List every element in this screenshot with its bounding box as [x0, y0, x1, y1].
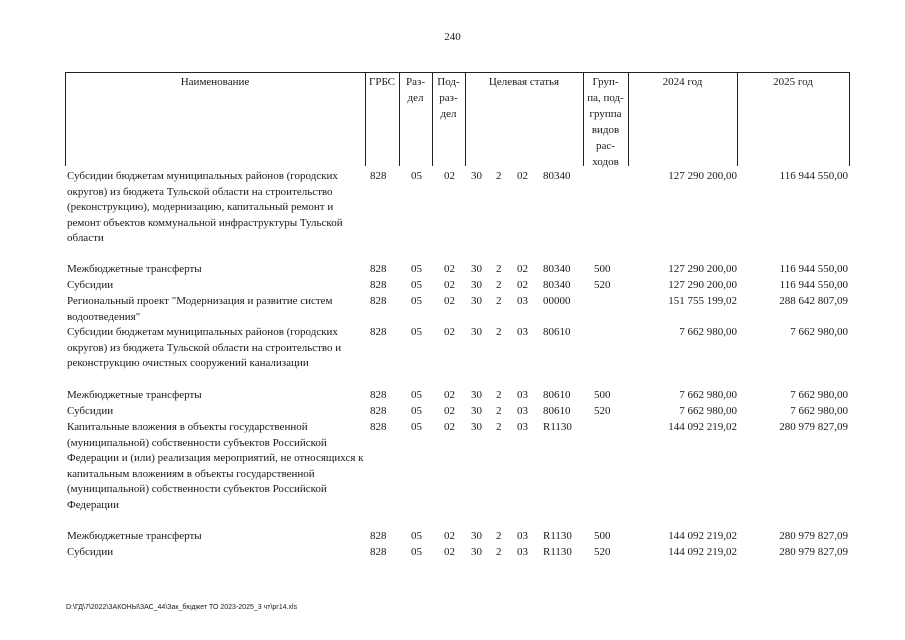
- cell-pr: 02: [444, 170, 455, 182]
- cell-y2024: 151 755 199,02: [668, 295, 737, 307]
- cell-vr: 500: [594, 263, 611, 275]
- row-name: Межбюджетные трансферты: [67, 389, 202, 401]
- cell-vr: 500: [594, 530, 611, 542]
- cell-pr: 02: [444, 389, 455, 401]
- cell-t2: 2: [496, 279, 502, 291]
- cell-vr: 520: [594, 546, 611, 558]
- cell-grbs: 828: [370, 279, 387, 291]
- cell-t4: 80610: [543, 389, 571, 401]
- cell-grbs: 828: [370, 421, 387, 433]
- cell-rz: 05: [411, 421, 422, 433]
- row-name: Субсидии: [67, 546, 114, 558]
- cell-t2: 2: [496, 389, 502, 401]
- cell-rz: 05: [411, 405, 422, 417]
- cell-pr: 02: [444, 326, 455, 338]
- cell-t2: 2: [496, 546, 502, 558]
- cell-y2025: 280 979 827,09: [779, 546, 848, 558]
- cell-t4: R1130: [543, 546, 572, 558]
- cell-t4: 80340: [543, 279, 571, 291]
- cell-t3: 03: [517, 326, 528, 338]
- cell-t2: 2: [496, 530, 502, 542]
- header-2025: 2025 год: [773, 76, 813, 88]
- cell-t2: 2: [496, 295, 502, 307]
- cell-t4: 80340: [543, 263, 571, 275]
- cell-t1: 30: [471, 279, 482, 291]
- cell-vr: 520: [594, 279, 611, 291]
- cell-y2024: 127 290 200,00: [668, 279, 737, 291]
- cell-t4: 80610: [543, 326, 571, 338]
- cell-t3: 03: [517, 530, 528, 542]
- header-grbs: ГРБС: [368, 76, 396, 88]
- header-top-border: [65, 72, 850, 73]
- cell-t2: 2: [496, 326, 502, 338]
- row-name: Субсидии бюджетам муниципальных районов (городских округов) из бюджета Тульской области на строительство (реконструкцию), модернизацию, капитальный ремонт и ремонт объектов коммунальной инфраструктуры Тульской области: [67, 170, 343, 244]
- cell-t1: 30: [471, 263, 482, 275]
- cell-rz: 05: [411, 546, 422, 558]
- cell-y2025: 116 944 550,00: [779, 279, 848, 291]
- cell-t3: 03: [517, 405, 528, 417]
- cell-y2025: 116 944 550,00: [779, 170, 848, 182]
- cell-t3: 02: [517, 279, 528, 291]
- cell-y2025: 7 662 980,00: [790, 405, 848, 417]
- cell-grbs: 828: [370, 405, 387, 417]
- cell-t2: 2: [496, 405, 502, 417]
- cell-t2: 2: [496, 263, 502, 275]
- cell-y2025: 280 979 827,09: [779, 530, 848, 542]
- cell-t1: 30: [471, 326, 482, 338]
- cell-y2024: 7 662 980,00: [679, 326, 737, 338]
- cell-rz: 05: [411, 389, 422, 401]
- cell-grbs: 828: [370, 263, 387, 275]
- cell-rz: 05: [411, 295, 422, 307]
- cell-y2024: 127 290 200,00: [668, 263, 737, 275]
- cell-pr: 02: [444, 279, 455, 291]
- cell-y2025: 288 642 807,09: [779, 295, 848, 307]
- cell-t1: 30: [471, 170, 482, 182]
- cell-t1: 30: [471, 546, 482, 558]
- col-divider: [849, 72, 850, 166]
- cell-t4: 80610: [543, 405, 571, 417]
- cell-vr: 520: [594, 405, 611, 417]
- header-razdel: Раз- дел: [405, 76, 425, 104]
- cell-y2024: 127 290 200,00: [668, 170, 737, 182]
- row-name: Региональный проект "Модернизация и развитие систем водоотведения": [67, 295, 333, 323]
- row-name: Межбюджетные трансферты: [67, 263, 202, 275]
- header-2024: 2024 год: [662, 76, 703, 88]
- cell-t2: 2: [496, 170, 502, 182]
- row-name: Капитальные вложения в объекты государственной (муниципальной) собственности субъектов Российской Федерации и (или) реализация мероприятий, не относящихся к капитальным вложениям в объекты государственной (муниципальной) собственности субъектов Российской Федерации: [67, 421, 364, 511]
- cell-t3: 03: [517, 389, 528, 401]
- cell-grbs: 828: [370, 530, 387, 542]
- cell-t4: 00000: [543, 295, 571, 307]
- cell-pr: 02: [444, 421, 455, 433]
- cell-t3: 03: [517, 421, 528, 433]
- cell-t3: 03: [517, 295, 528, 307]
- cell-y2024: 144 092 219,02: [668, 530, 737, 542]
- cell-y2024: 144 092 219,02: [668, 546, 737, 558]
- cell-rz: 05: [411, 279, 422, 291]
- cell-pr: 02: [444, 405, 455, 417]
- header-name: Наименование: [180, 76, 250, 88]
- cell-t1: 30: [471, 421, 482, 433]
- cell-grbs: 828: [370, 546, 387, 558]
- page-number: 240: [444, 31, 461, 43]
- cell-t2: 2: [496, 421, 502, 433]
- cell-grbs: 828: [370, 389, 387, 401]
- cell-y2024: 7 662 980,00: [679, 389, 737, 401]
- cell-rz: 05: [411, 530, 422, 542]
- cell-grbs: 828: [370, 326, 387, 338]
- header-group: Груп- па, под- группа видов рас- ходов: [587, 76, 624, 168]
- row-name: Межбюджетные трансферты: [67, 530, 202, 542]
- cell-y2025: 280 979 827,09: [779, 421, 848, 433]
- cell-t3: 02: [517, 170, 528, 182]
- cell-rz: 05: [411, 170, 422, 182]
- cell-t4: R1130: [543, 421, 572, 433]
- cell-t1: 30: [471, 405, 482, 417]
- cell-pr: 02: [444, 295, 455, 307]
- row-name: Субсидии: [67, 279, 114, 291]
- cell-t4: 80340: [543, 170, 571, 182]
- cell-rz: 05: [411, 263, 422, 275]
- cell-y2024: 144 092 219,02: [668, 421, 737, 433]
- cell-rz: 05: [411, 326, 422, 338]
- cell-y2024: 7 662 980,00: [679, 405, 737, 417]
- cell-t1: 30: [471, 530, 482, 542]
- cell-t1: 30: [471, 295, 482, 307]
- cell-t4: R1130: [543, 530, 572, 542]
- row-name: Субсидии: [67, 405, 114, 417]
- cell-grbs: 828: [370, 295, 387, 307]
- cell-pr: 02: [444, 530, 455, 542]
- cell-vr: 500: [594, 389, 611, 401]
- cell-pr: 02: [444, 263, 455, 275]
- cell-t1: 30: [471, 389, 482, 401]
- table-header: [65, 72, 850, 166]
- cell-y2025: 7 662 980,00: [790, 389, 848, 401]
- cell-t3: 03: [517, 546, 528, 558]
- cell-y2025: 116 944 550,00: [779, 263, 848, 275]
- cell-grbs: 828: [370, 170, 387, 182]
- cell-t3: 02: [517, 263, 528, 275]
- header-podrazdel: Под- раз- дел: [437, 76, 460, 120]
- cell-y2025: 7 662 980,00: [790, 326, 848, 338]
- row-name: Субсидии бюджетам муниципальных районов (городских округов) из бюджета Тульской области на строительство и реконструкцию очистных сооружений канализации: [67, 326, 342, 369]
- cell-pr: 02: [444, 546, 455, 558]
- file-path-footer: D:\ГД\7\2022\ЗАКОНЫ\ЗАС_44\Зак_бюджет ТО 2023-2025_3 чт\рг14.xls: [66, 604, 298, 611]
- header-target: Целевая статья: [488, 76, 560, 88]
